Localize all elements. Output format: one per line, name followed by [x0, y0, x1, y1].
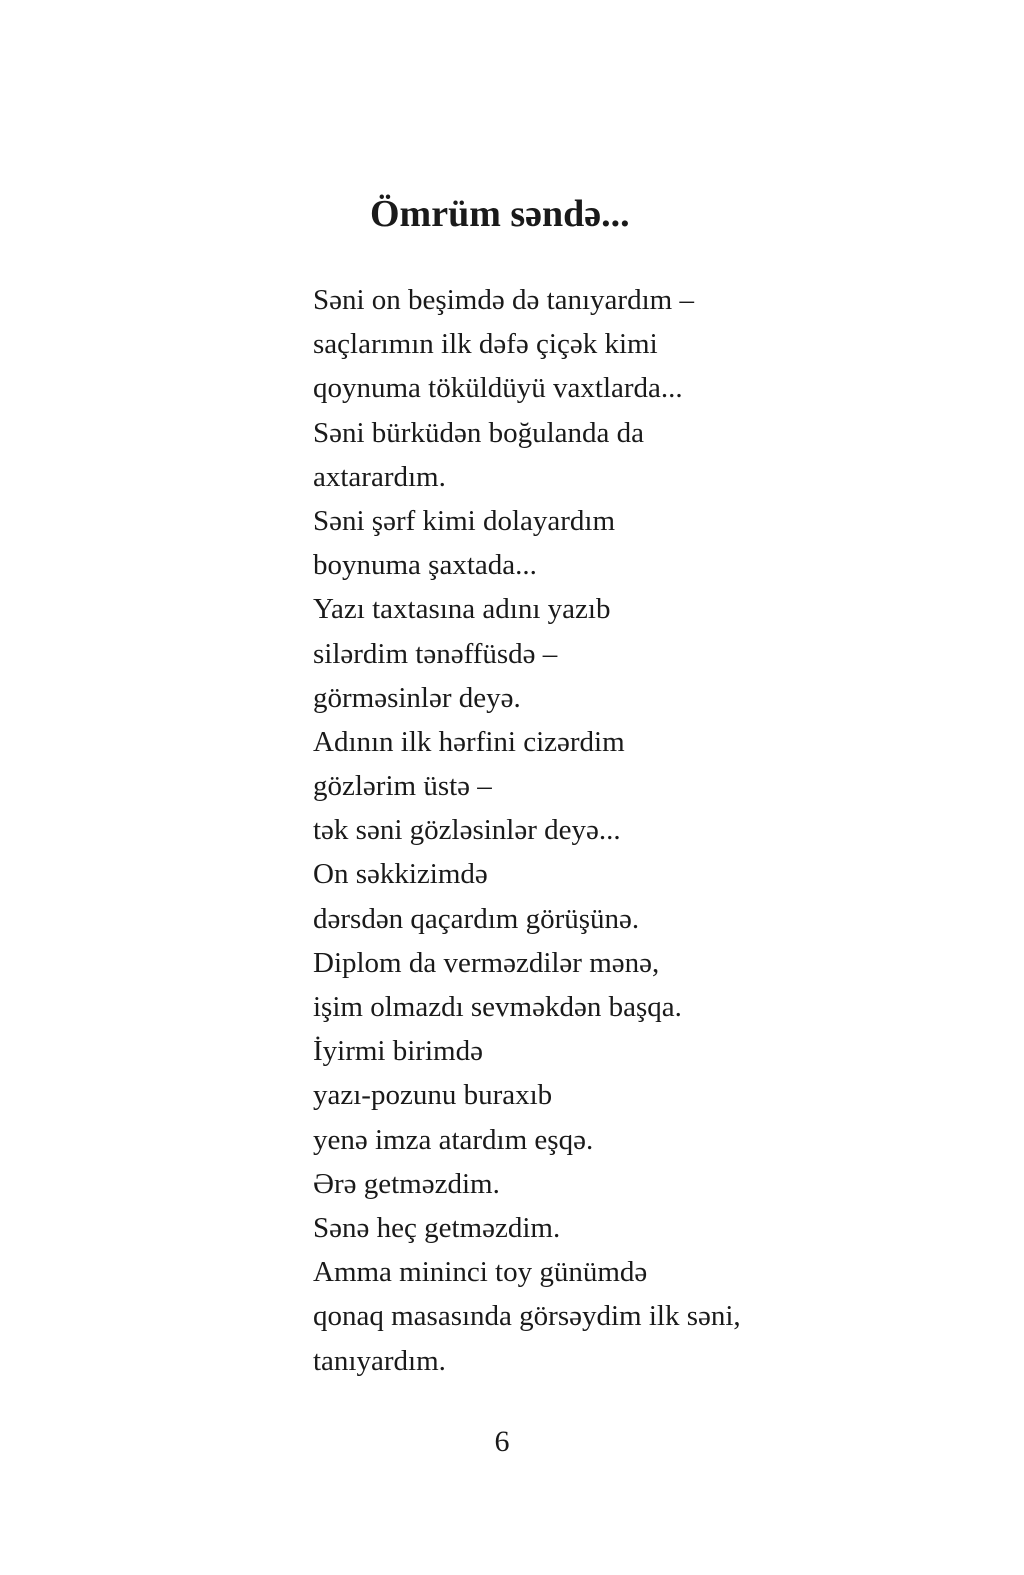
poem-line: Səni bürküdən boğulanda da — [313, 416, 645, 449]
poem-line: Adının ilk hərfini cizərdim — [313, 725, 625, 758]
poem-line: Sənə heç getməzdim. — [313, 1211, 561, 1244]
poem-line: boynuma şaxtada... — [313, 549, 537, 582]
page-number: 6 — [494, 1425, 510, 1458]
poem-line: yenə imza atardım eşqə. — [313, 1123, 594, 1156]
poem-line: qonaq masasında görsəydim ilk səni, — [313, 1300, 741, 1333]
poem-line: Səni on beşimdə də tanıyardım – — [313, 284, 694, 316]
poem-line: yazı-pozunu buraxıb — [313, 1079, 553, 1112]
poem-line: gözlərim üstə – — [313, 770, 492, 803]
poem-line: tək səni gözləsinlər deyə... — [313, 814, 621, 847]
poem-line: Ərə getməzdim. — [313, 1167, 500, 1200]
poem-line: On səkkizimdə — [313, 858, 488, 891]
poem-line: Yazı taxtasına adını yazıb — [313, 593, 611, 626]
poem-line: Amma mininci toy günümdə — [313, 1256, 648, 1289]
poem-line: Diplom da verməzdilər mənə, — [313, 946, 660, 979]
poem-line: görməsinlər deyə. — [313, 681, 521, 714]
poem-line: işim olmazdı sevməkdən başqa. — [313, 991, 682, 1023]
poem-line: Səni şərf kimi dolayardım — [313, 504, 616, 537]
poem-line: İyirmi birimdə — [313, 1035, 483, 1068]
poem-line: dərsdən qaçardım görüşünə. — [313, 902, 640, 935]
poem-line: tanıyardım. — [313, 1344, 446, 1377]
poem-line: qoynuma töküldüyü vaxtlarda... — [313, 372, 683, 405]
poem-title: Ömrüm səndə... — [370, 193, 630, 235]
poem-body — [313, 278, 741, 1383]
poem-line: axtarardım. — [313, 460, 446, 493]
poem-line: saçlarımın ilk dəfə çiçək kimi — [313, 328, 658, 361]
poem-line: silərdim tənəffüsdə – — [313, 637, 558, 670]
